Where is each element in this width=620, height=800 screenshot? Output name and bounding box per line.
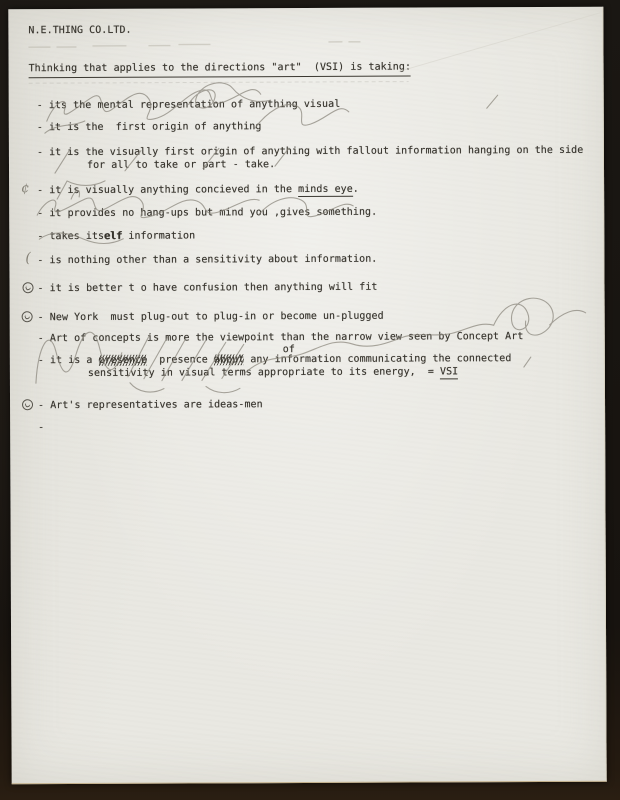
line-text: - it is visually anything concieved in the xyxy=(37,184,299,197)
line-text: any information communicating the connected xyxy=(244,353,512,366)
typed-line: - Art of concepts is more the viewpoint than the narrow view seen by Concept Art xyxy=(37,331,524,345)
line-text: . xyxy=(352,183,359,195)
margin-mark-circled xyxy=(22,281,34,293)
ghost-underline xyxy=(29,82,409,84)
page-heading: Thinking that applies to the directions "art" (VSI) is taking: xyxy=(29,62,412,79)
company-name: N.E.THING CO.LTD. xyxy=(28,24,132,37)
typed-line-continuation: for all to take or part - take. xyxy=(86,159,276,171)
erased-dashes xyxy=(28,42,360,47)
typed-line: - it is the visually first origin of anything with fallout information hanging on the side xyxy=(36,144,584,159)
line-text: - it is a xyxy=(37,354,99,367)
margin-mark-circled xyxy=(21,310,33,322)
overtyped-text: elf xyxy=(104,230,123,242)
crossed-out-word: about xyxy=(213,354,245,366)
typed-line: - it is better t o have confusion then anything will fit xyxy=(37,281,378,295)
margin-mark-paren: ( xyxy=(25,250,31,267)
line-text: sensitivity in visual terms appropriate to its energy, = xyxy=(87,366,441,379)
line-text: - takes its xyxy=(37,230,105,243)
underlined-phrase: minds eye xyxy=(298,183,353,196)
line-text: presence xyxy=(147,354,214,366)
trailing-dash: - xyxy=(38,422,45,434)
typed-line: - New York must plug-out to plug-in or become un-plugged xyxy=(37,310,384,324)
underlined-phrase: VSI xyxy=(439,366,459,378)
inserted-word: of xyxy=(282,344,295,356)
crossed-out-word: presence xyxy=(98,354,148,366)
typed-line: - it provides no hang-ups but mind you ,gives something. xyxy=(37,206,378,220)
typed-line: - its the mental representation of anything visual xyxy=(36,98,341,112)
margin-mark-cent: ¢ xyxy=(21,181,30,197)
margin-mark-circled xyxy=(21,398,33,410)
typed-line-continuation xyxy=(88,366,458,380)
typewritten-page xyxy=(8,7,606,785)
typed-line xyxy=(37,230,195,243)
typed-line xyxy=(38,353,512,367)
typed-line: - is nothing other than a sensitivity about information. xyxy=(37,253,378,267)
crease-line xyxy=(398,13,600,72)
typed-line: - it is the first origin of anything xyxy=(36,121,262,134)
line-text: information xyxy=(122,230,196,242)
typed-line xyxy=(37,184,359,197)
typed-line: - Art's representatives are ideas-men xyxy=(38,399,263,412)
